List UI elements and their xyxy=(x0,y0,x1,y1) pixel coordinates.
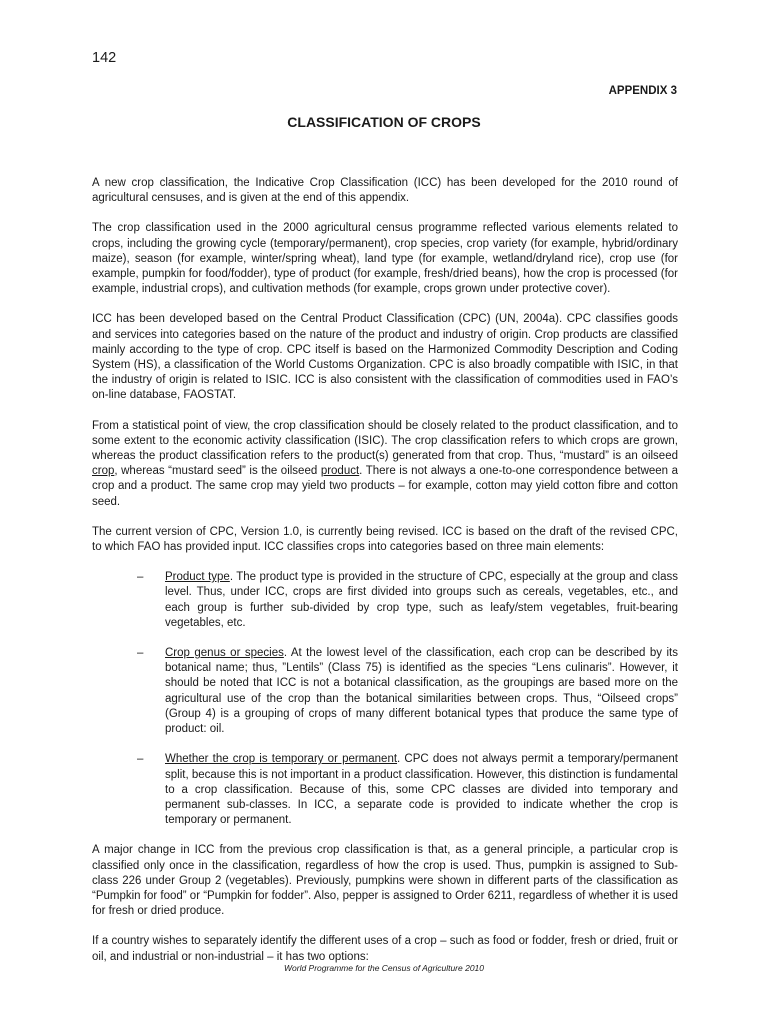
paragraph-2000-programme: The crop classification used in the 2000 agricultural census programme reflected various elements related to crops, including the growing cycle (temporary/permanent), crop species, crop variety (for example, hybrid/ordinary maize), season (for example, winter/spring wheat), land type (for example, wetland/dryland rice), crop use (for example, pumpkin for food/fodder), type of product (for example, fresh/dried beans), how the crop is processed (for example, industrial crops), and cultivation methods (for example, crops grown under protective cover). xyxy=(92,222,678,296)
list-term-crop-genus: Crop genus or species xyxy=(165,647,284,660)
product-underlined: product xyxy=(320,465,360,478)
list-text-product-type: . The product type is provided in the structure of CPC, especially at the group and class level. Thus, under ICC, crops are first divided into groups such as cereals, vegetables, etc., and each group is further sub-divided by crop type, such as leafy/stem vegetables, fruit-bearing vegetables, etc. xyxy=(165,571,678,629)
paragraph-cpc-basis: ICC has been developed based on the Central Product Classification (CPC) (UN, 2004a). CPC classifies goods and services into categories based on the nature of the product and industry of origin. Crop products are classified mainly according to the type of crop. CPC itself is based on the Harmonized Commodity Description and Coding System (HS), a classification of the World Customs Organization. CPC is also broadly compatible with ISIC, in that the industry of origin is related to ISIC. ICC is also consistent with the classification of commodities used in FAO’s on-line database, FAOSTAT. xyxy=(92,313,678,402)
paragraph-options: If a country wishes to separately identify the different uses of a crop – such as food or fodder, fresh or dried, fruit or oil, and industrial or non-industrial – it has two options: xyxy=(92,935,678,963)
page-title: CLASSIFICATION OF CROPS xyxy=(287,114,481,130)
paragraph-statistical-view xyxy=(92,419,678,510)
list-dash: – xyxy=(137,571,144,584)
crop-underlined: crop xyxy=(92,465,115,478)
list-text-temporary-permanent: . CPC does not always permit a temporary/permanent split, because this is not important in a product classification. However, this distinction is fundamental to a crop classification. Because of this, some CPC classes are divided into temporary and permanent sub-classes. In ICC, a separate code is provided to indicate whether the crop is temporary or permanent. xyxy=(165,753,678,827)
body-text xyxy=(92,176,678,980)
list-term-product-type: Product type xyxy=(165,571,230,584)
list-item-crop-genus xyxy=(92,646,678,737)
paragraph-intro: A new crop classification, the Indicative Crop Classification (ICC) has been developed for the 2010 round of agricultural censuses, and is given at the end of this appendix. xyxy=(92,177,678,205)
list-dash: – xyxy=(137,647,144,660)
page-number: 142 xyxy=(92,50,117,66)
page-footer: World Programme for the Census of Agriculture 2010 xyxy=(284,963,484,973)
list-term-temporary-permanent: Whether the crop is temporary or permanent xyxy=(165,753,398,766)
list-dash: – xyxy=(137,753,144,766)
list-item-temporary-permanent xyxy=(92,752,678,828)
p4-text-c: . There is not always a one-to-one correspondence between a crop and a product. The same crop may yield two products – for example, cotton may yield cotton fibre and cotton seed. xyxy=(92,465,679,508)
paragraph-cpc-version: The current version of CPC, Version 1.0, is currently being revised. ICC is based on the draft of the revised CPC, to which FAO has provided input. ICC classifies crops into categories based on three main elements: xyxy=(92,525,678,554)
paragraph-major-change: A major change in ICC from the previous crop classification is that, as a general principle, a particular crop is classified only once in the classification, regardless of how the crop is used. Thus, pumpkin is assigned to Sub-class 226 under Group 2 (vegetables). Previously, pumpkins were shown in different parts of the classification as “Pumpkin for food” or “Pumpkin for fodder”. Also, pepper is assigned to Order 6211, regardless of whether it is used for fresh or dried produce. xyxy=(92,844,678,918)
p4-text-b: , whereas “mustard seed” is the oilseed xyxy=(114,465,321,478)
list-item-product-type xyxy=(92,570,678,631)
elements-list xyxy=(92,570,678,828)
list-text-crop-genus: . At the lowest level of the classification, each crop can be described by its botanical name; thus, ”Lentils” (Class 75) is identified as the species “Lens culinaris”. However, it should be noted that ICC is not a botanical classification, as the groupings are based more on the agricultural use of the crop than the botanical similarities between crops. Thus, “Oilseed crops” (Group 4) is a grouping of crops of many different botanical types that produce the same type of product: oil. xyxy=(165,647,678,736)
appendix-label: APPENDIX 3 xyxy=(608,85,677,97)
p4-text-a: From a statistical point of view, the crop classification should be closely related to the product classification, and to some extent to the economic activity classification (ISIC). The crop classification refers to which crops are grown, whereas the product classification refers to the product(s) generated from that crop. Thus, “mustard” is an oilseed xyxy=(92,419,678,463)
